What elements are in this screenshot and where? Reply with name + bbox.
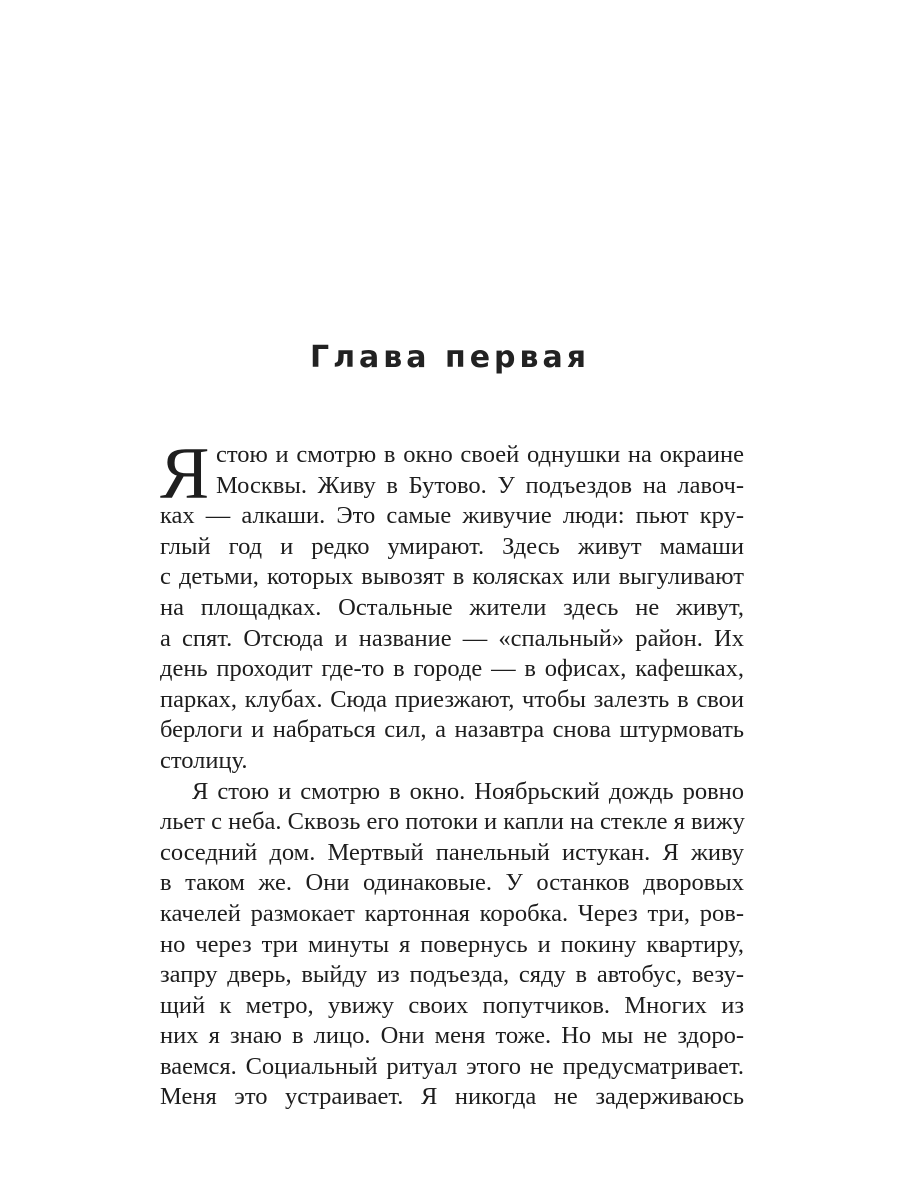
text-line: ках — алкаши. Это самые живучие люди: пьют кру- [160,502,744,530]
text-line: на площадках. Остальные жители здесь не живут, [160,593,744,621]
chapter-title: Глава первая [309,340,591,375]
text-line: качелей размокает картонная коробка. Через три, ров- [160,899,744,927]
text-line: щий к метро, увижу своих попутчиков. Многих из [160,991,744,1019]
text-line: берлоги и набраться сил, а назавтра снова штурмовать [160,716,744,744]
text-line: столицу. [160,746,248,774]
text-line: Москвы. Живу в Бутово. У подъездов на лавоч- [216,471,744,499]
text-line: соседний дом. Мертвый панельный истукан. Я живу [160,838,744,866]
body-text [160,433,745,1113]
paragraph-2 [160,777,744,1114]
text-line: них я знаю в лицо. Они меня тоже. Но мы не здоро- [160,1022,744,1050]
text-line: Меня это устраивает. Я никогда не задерживаюсь [160,1083,744,1111]
text-line: глый год и редко умирают. Здесь живут мамаши [160,532,744,560]
text-line: день проходит где-то в городе — в офисах, кафешках, [160,655,744,683]
drop-cap: Я [160,433,210,515]
text-line: с детьми, которых вывозят в колясках или выгуливают [160,563,744,591]
text-line: парках, клубах. Сюда приезжают, чтобы залезть в свои [160,685,744,713]
text-line: стою и смотрю в окно своей однушки на окраине [216,441,744,468]
text-line: но через три минуты я повернусь и покину квартиру, [160,930,744,958]
text-line: ваемся. Социальный ритуал этого не предусматривает. [160,1052,744,1080]
text-line: а спят. Отсюда и название — «спальный» район. Их [160,624,744,652]
text-line: Я стою и смотрю в окно. Ноябрьский дождь ровно [192,777,744,805]
text-line: в таком же. Они одинаковые. У останков дворовых [160,869,744,897]
text-line: запру дверь, выйду из подъезда, сяду в автобус, везу- [160,961,744,989]
text-line: льет с неба. Сквозь его потоки и капли на стекле я вижу [160,808,745,836]
paragraph-1 [160,433,744,777]
